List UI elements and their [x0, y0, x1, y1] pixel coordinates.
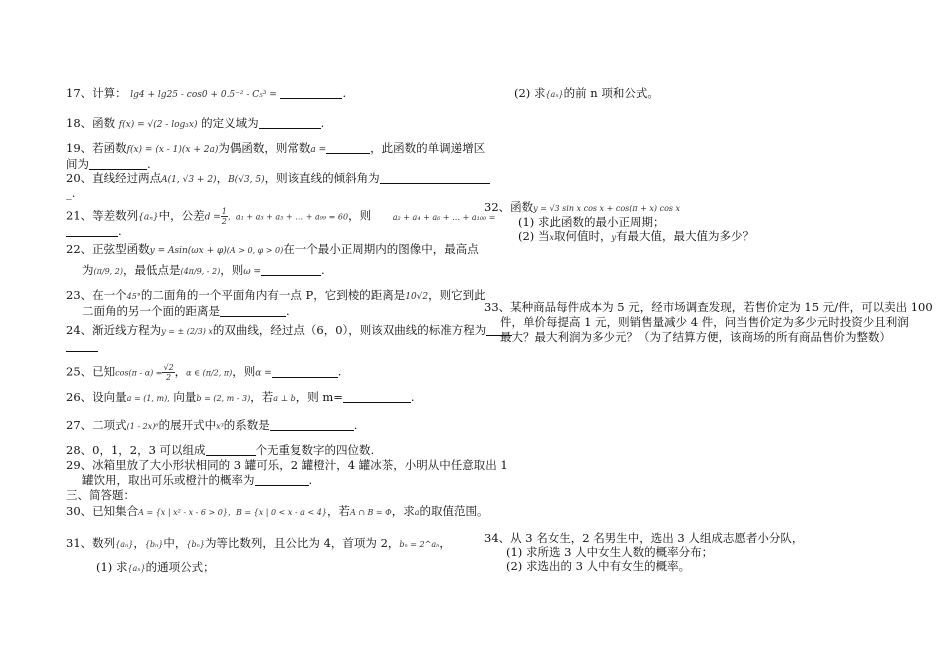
q26-answer-blank[interactable]	[343, 392, 411, 403]
q24-answer-blank-2[interactable]	[66, 341, 98, 352]
question-24: 24、渐近线方程为y = ± (2/3) x的双曲线，经过点（6，0），则该双曲线的标准方程为	[66, 323, 512, 339]
question-19: 19、若函数f(x) = (x - 1)(x + 2a)为偶函数，则常数a = ，此函数的单调递增区	[66, 141, 486, 155]
question-30: 30、已知集合A = {x | x² - x - 6 > 0}，B = {x | 0 < x - a < 4}，若A ∩ B = Φ，求a的取值范围。	[66, 504, 489, 518]
question-34: 34、从 3 名女生，2 名男生中，选出 3 人组成志愿者小分队，	[484, 531, 804, 545]
q22-answer-blank[interactable]	[261, 265, 321, 276]
q17-label: 17、计算：	[66, 86, 127, 100]
question-20-line2: _.	[66, 186, 76, 200]
question-32: 32、函数y = √3 sin x cos x + cos(π + x) cos x	[484, 200, 681, 214]
question-25: 25、已知cos(π - α) = $\frac{√2}{2}$ ，α ∈ (π/2, π)，则α = .	[66, 363, 342, 382]
question-21-line2: .	[66, 224, 122, 238]
question-31: 31、数列{aₙ}，{bₙ}中，{bₙ}为等比数列，且公比为 4，首项为 2，bₙ = 2^aₙ，	[66, 536, 451, 550]
question-24-line2	[66, 339, 98, 353]
q18-answer-blank[interactable]	[259, 118, 321, 129]
question-33-line1: 33、某种商品每件成本为 5 元，经市场调查发现，若售价定为 15 元/件，可以卖出 100	[484, 300, 933, 314]
question-20: 20、直线经过两点A(1, √3 + 2)，B(√3, 5)，则该直线的倾斜角为	[66, 171, 490, 187]
q19-answer-blank-2[interactable]	[89, 159, 147, 170]
question-33-line3: 最大？最大利润为多少元？（为了结算方便，该商场的所有商品售价为整数）	[500, 330, 891, 344]
question-22: 22、正弦型函数y = Asin(ωx + φ)(A > 0, φ > 0)在一个最小正周期内的图像中，最高点	[66, 242, 479, 256]
question-31-part1: (1) 求{aₙ}的通项公式；	[96, 560, 215, 574]
question-18: 18、函数 f(x) = √(2 - log₃x) 的定义域为 .	[66, 116, 325, 130]
question-23-line2: 二面角的另一个面的距离是 .	[82, 304, 290, 318]
q20-answer-blank[interactable]	[380, 173, 490, 184]
q29-answer-blank[interactable]	[255, 475, 309, 486]
q19-answer-blank-1[interactable]	[326, 143, 370, 154]
q27-answer-blank[interactable]	[270, 420, 354, 431]
question-17: 17、计算： lg4 + lg25 - cos0 + 0.5⁻² - C₅³ = .	[66, 86, 347, 100]
q23-answer-blank[interactable]	[220, 306, 286, 317]
q25-answer-blank[interactable]	[272, 367, 338, 378]
question-26: 26、设向量a = (1, m), 向量b = (2, m - 3)，若a ⊥ b，则 m= .	[66, 390, 415, 404]
q25-fraction: $\frac{√2}{2}$	[163, 363, 174, 382]
q18-formula: f(x) = √(2 - log₃x)	[118, 120, 198, 130]
q17-formula: lg4 + lg25 - cos0 + 0.5⁻² - C₅³ =	[130, 90, 277, 100]
q28-answer-blank[interactable]	[206, 445, 256, 456]
question-32-part2: (2) 当x取何值时，y有最大值，最大值为多少？	[518, 229, 754, 243]
q21-answer-blank[interactable]	[66, 226, 118, 237]
question-34-part1: (1) 求所选 3 人中女生人数的概率分布；	[506, 545, 714, 559]
question-19-line2: 间为 .	[66, 157, 151, 171]
question-29: 29、冰箱里放了大小形状相同的 3 罐可乐，2 罐橙汁，4 罐冰茶，小明从中任意取出 1	[66, 458, 508, 472]
question-33-line2: 件，单价每提高 1 元，则销售量减少 4 件，问当售价定为多少元时投资少且利润	[500, 315, 909, 329]
question-31-part2: (2) 求{aₙ}的前 n 项和公式。	[514, 86, 659, 100]
question-28: 28、0，1，2，3 可以组成 个无重复数字的四位数.	[66, 443, 375, 457]
question-23: 23、在一个45°的二面角的一个平面角内有一点 P，它到棱的距离是10√2，则它到此	[66, 288, 486, 302]
question-29-line2: 罐饮用，取出可乐或橙汁的概率为 .	[82, 473, 313, 487]
question-21: 21、等差数列{aₙ}中，公差d = $\frac{1}{2}$ ，a₁ + a₃ + a₅ + … + a₉₉ = 60，则 a₂ + a₄ + a₆ + … + a₁₀₀ =	[66, 207, 496, 226]
question-27: 27、二项式(1 - 2x)⁶的展开式中x³的系数是 .	[66, 418, 358, 432]
question-32-part1: (1) 求此函数的最小正周期；	[518, 215, 665, 229]
q17-answer-blank[interactable]	[280, 88, 342, 99]
section-heading-3: 三、简答题：	[66, 488, 135, 502]
question-34-part2: (2) 求选出的 3 人中有女生的概率。	[506, 559, 691, 573]
q21-fraction: $\frac{1}{2}$	[221, 207, 227, 226]
question-22-line2: 为(π/9, 2)，最低点是(4π/9, - 2)，则ω = .	[82, 263, 325, 277]
